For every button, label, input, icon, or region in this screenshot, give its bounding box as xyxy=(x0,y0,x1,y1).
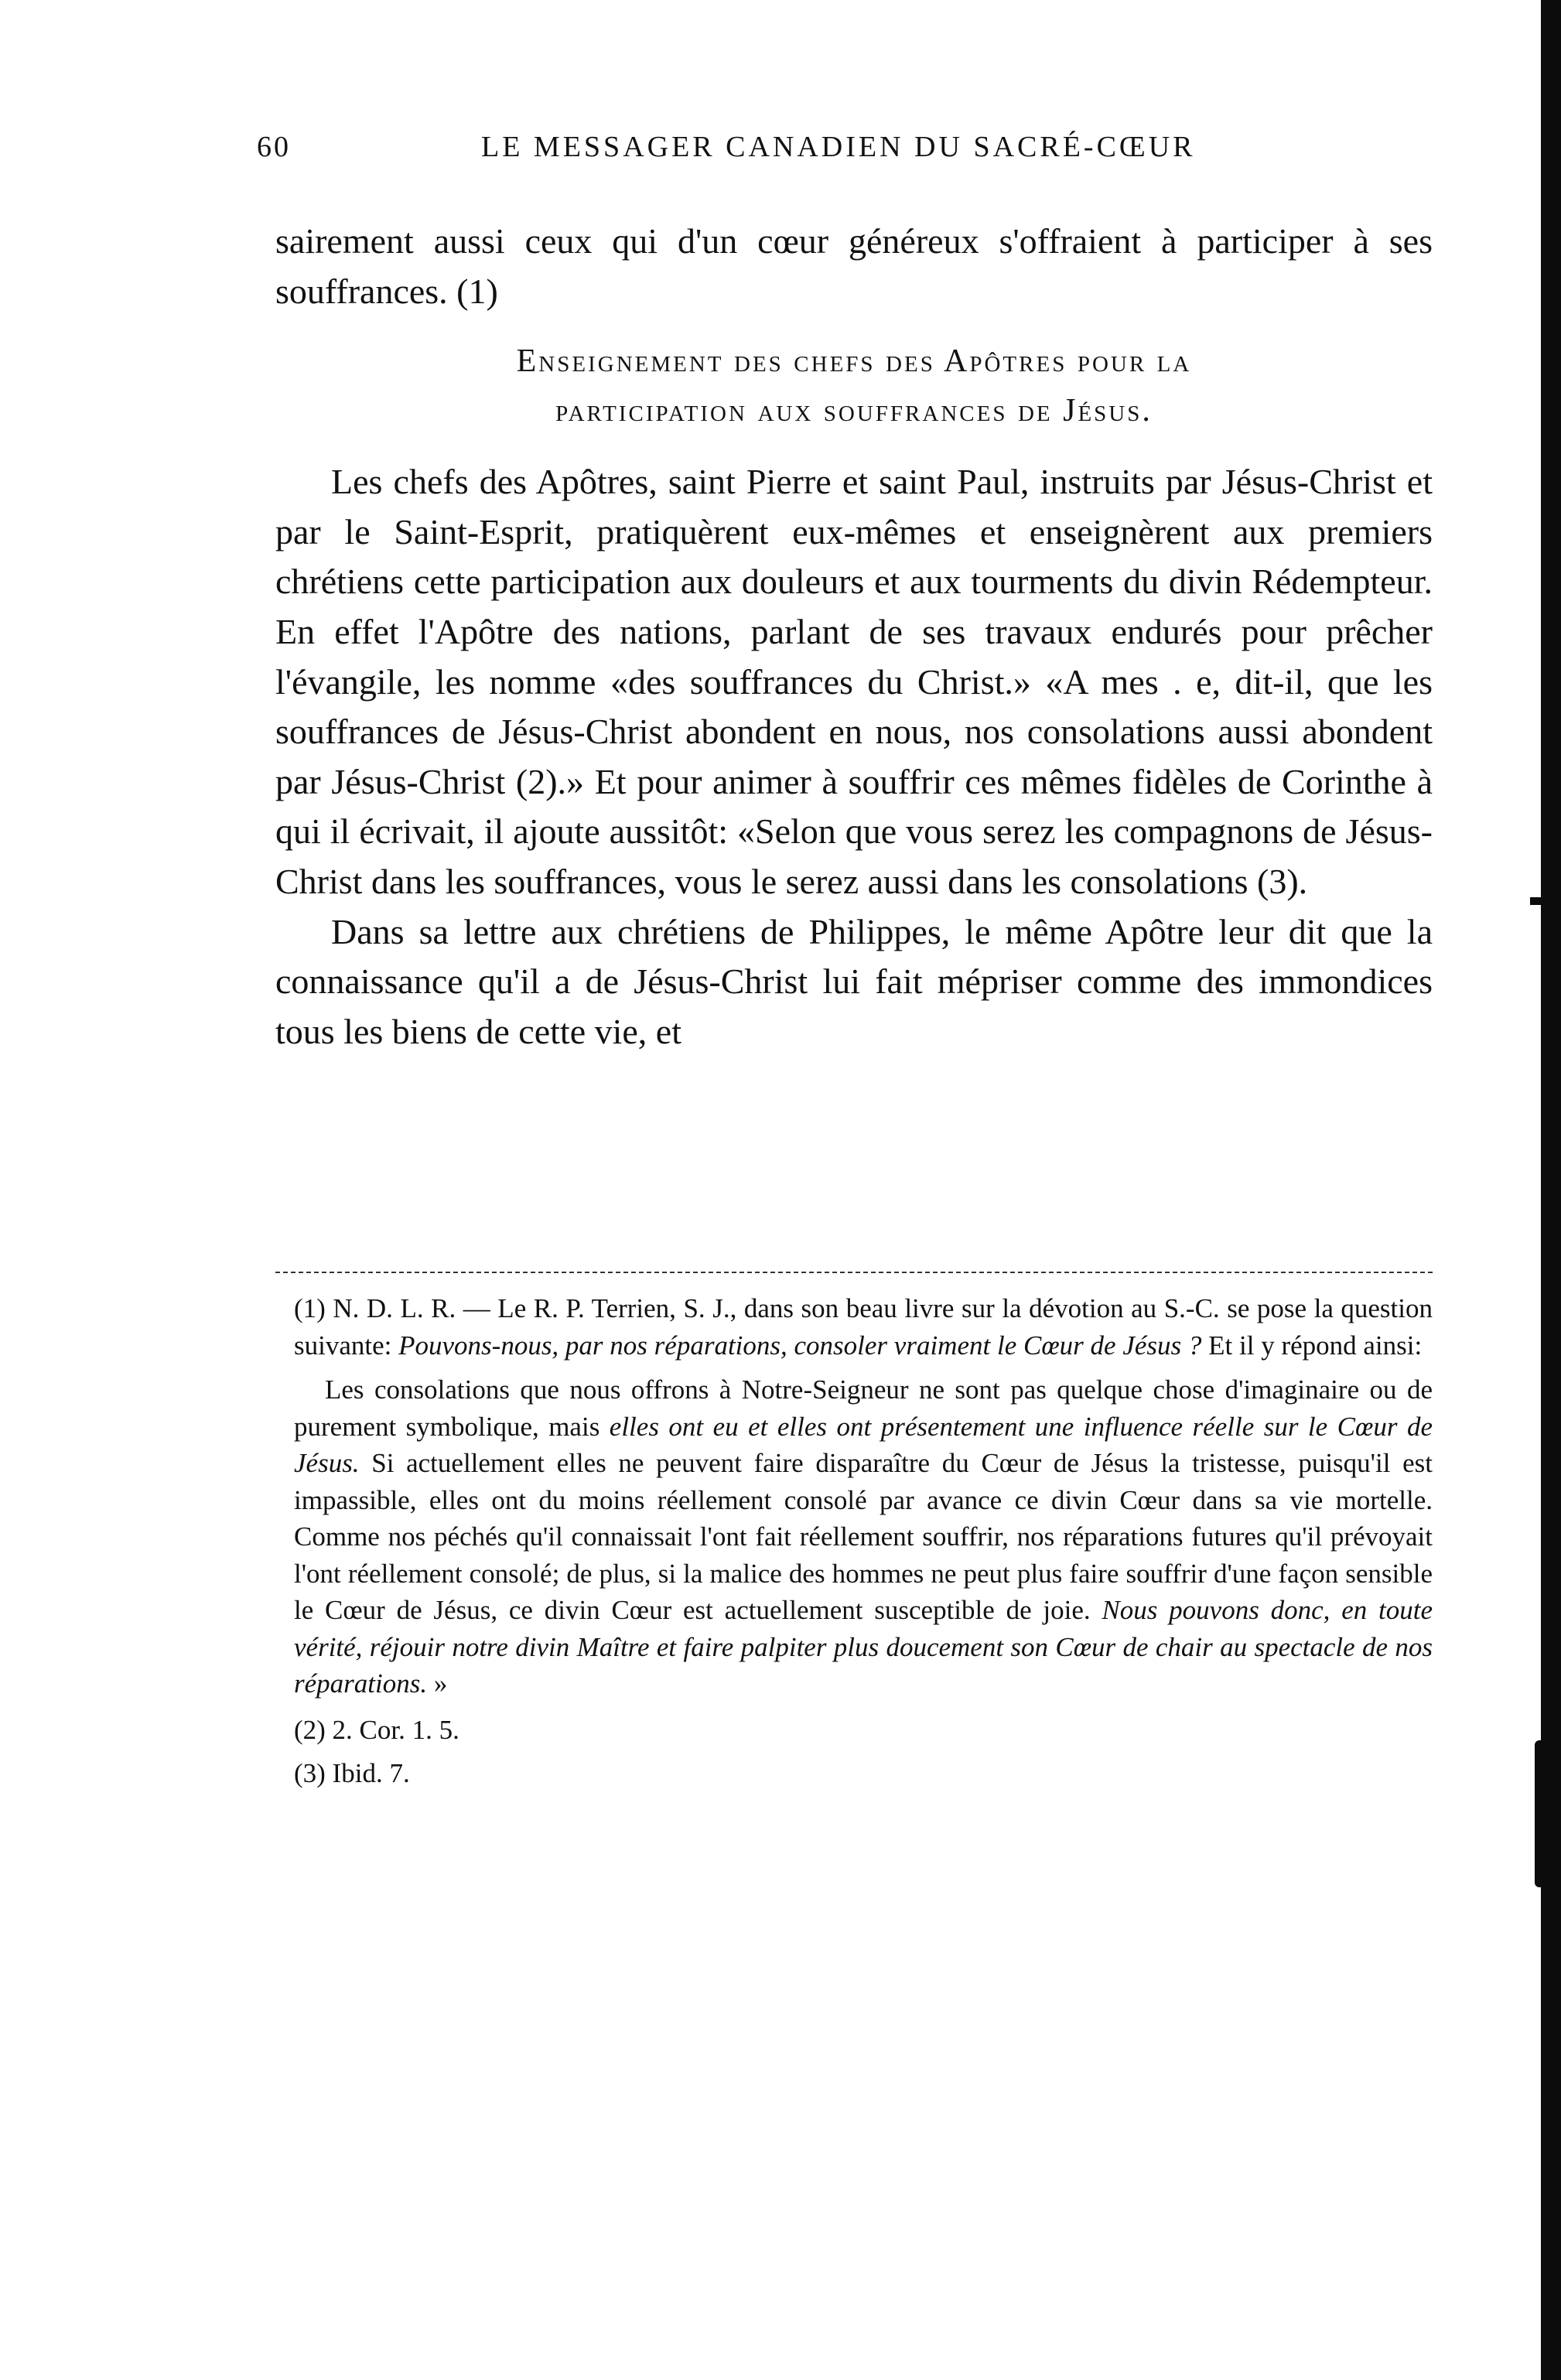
scan-edge-mark xyxy=(1530,897,1541,905)
footnote-1-intro: (1) N. D. L. R. — Le R. P. Terrien, S. J., dans son beau livre sur la dévotion au S.-C. se pose la question suivante: xyxy=(294,1293,1433,1361)
footnote-rule xyxy=(275,1272,1433,1273)
quote-italic-1: elles ont eu et elles ont présentement une influence réelle sur le Cœur de Jésus. xyxy=(294,1411,1433,1478)
scan-page-edge xyxy=(1541,0,1561,2380)
main-text xyxy=(275,217,1433,1057)
running-head xyxy=(257,130,1448,176)
quote-text-2: Si actuellement elles ne peuvent faire disparaître du Cœur de Jésus la tristesse, puisqu'il est impassible, elles ont du moins réellement consolé par avance ce divin Cœur dans sa vie mortelle. Comme nos péchés qu'il connaissait l'ont fait réellement souffrir, nos réparations futures qu'il prévoyait l'ont réellement consolé; de plus, si la malice des hommes ne peut plus faire souffrir d'une façon sensible le Cœur de Jésus, ce divin Cœur est actuellement susceptible de joie. xyxy=(294,1448,1433,1625)
quote-end: » xyxy=(427,1668,448,1699)
footnote-2: (2) 2. Cor. 1. 5. xyxy=(294,1714,459,1745)
paragraph-1: Les chefs des Apôtres, saint Pierre et saint Paul, instruits par Jésus-Christ et par le Saint-Esprit, pratiquèrent eux-mêmes et enseignèrent aux premiers chrétiens cette participation aux douleurs et aux tourments du divin Rédempteur. En effet l'Apôtre des nations, parlant de ses travaux endurés pour prêcher l'évangile, les nomme «des souffrances du Christ.» «A mes . e, dit-il, que les souffrances de Jésus-Christ abondent en nous, nos consolations aussi abondent par Jésus-Christ (2).» Et pour animer à souffrir ces mêmes fidèles de Corinthe à qui il écrivait, il ajoute aussitôt: «Selon que vous serez les compagnons de Jésus-Christ dans les souffrances, vous le serez aussi dans les consolations (3). xyxy=(275,462,1433,901)
section-heading xyxy=(275,316,1433,457)
quote-text-1: Les consolations que nous offrons à Notre-Seigneur ne sont pas quelque chose d'imaginaire ou de purement symbolique, mais xyxy=(294,1374,1433,1442)
footnote-1 xyxy=(294,1290,1433,1364)
continued-paragraph: sairement aussi ceux qui d'un cœur généreux s'offraient à participer à ses souffrances. (1) xyxy=(275,221,1433,311)
paragraph-2: Dans sa lettre aux chrétiens de Philippes, le même Apôtre leur dit que la connaissance qu'il a de Jésus-Christ lui fait mépriser comme des immondices tous les biens de cette vie, et xyxy=(275,911,1433,1051)
footnote-1-question: Pouvons-nous, par nos réparations, consoler vraiment le Cœur de Jésus ? xyxy=(398,1330,1202,1361)
section-heading-line-1: Enseignement des chefs des Apôtres pour la xyxy=(516,343,1192,380)
footnote-1-quotation xyxy=(294,1371,1433,1702)
running-head-title: LE MESSAGER CANADIEN DU SACRÉ-CŒUR xyxy=(481,131,1196,163)
page-number: 60 xyxy=(257,131,291,163)
footnotes xyxy=(294,1290,1433,1795)
section-heading-line-2: participation aux souffrances de Jésus. xyxy=(555,393,1153,429)
quote-italic-2: Nous pouvons donc, en toute vérité, réjouir notre divin Maître et faire palpiter plus doucement son Cœur de chair au spectacle de nos réparations. xyxy=(294,1595,1433,1699)
footnote-3: (3) Ibid. 7. xyxy=(294,1757,410,1788)
footnote-1-after: Et il y répond ainsi: xyxy=(1201,1330,1423,1361)
